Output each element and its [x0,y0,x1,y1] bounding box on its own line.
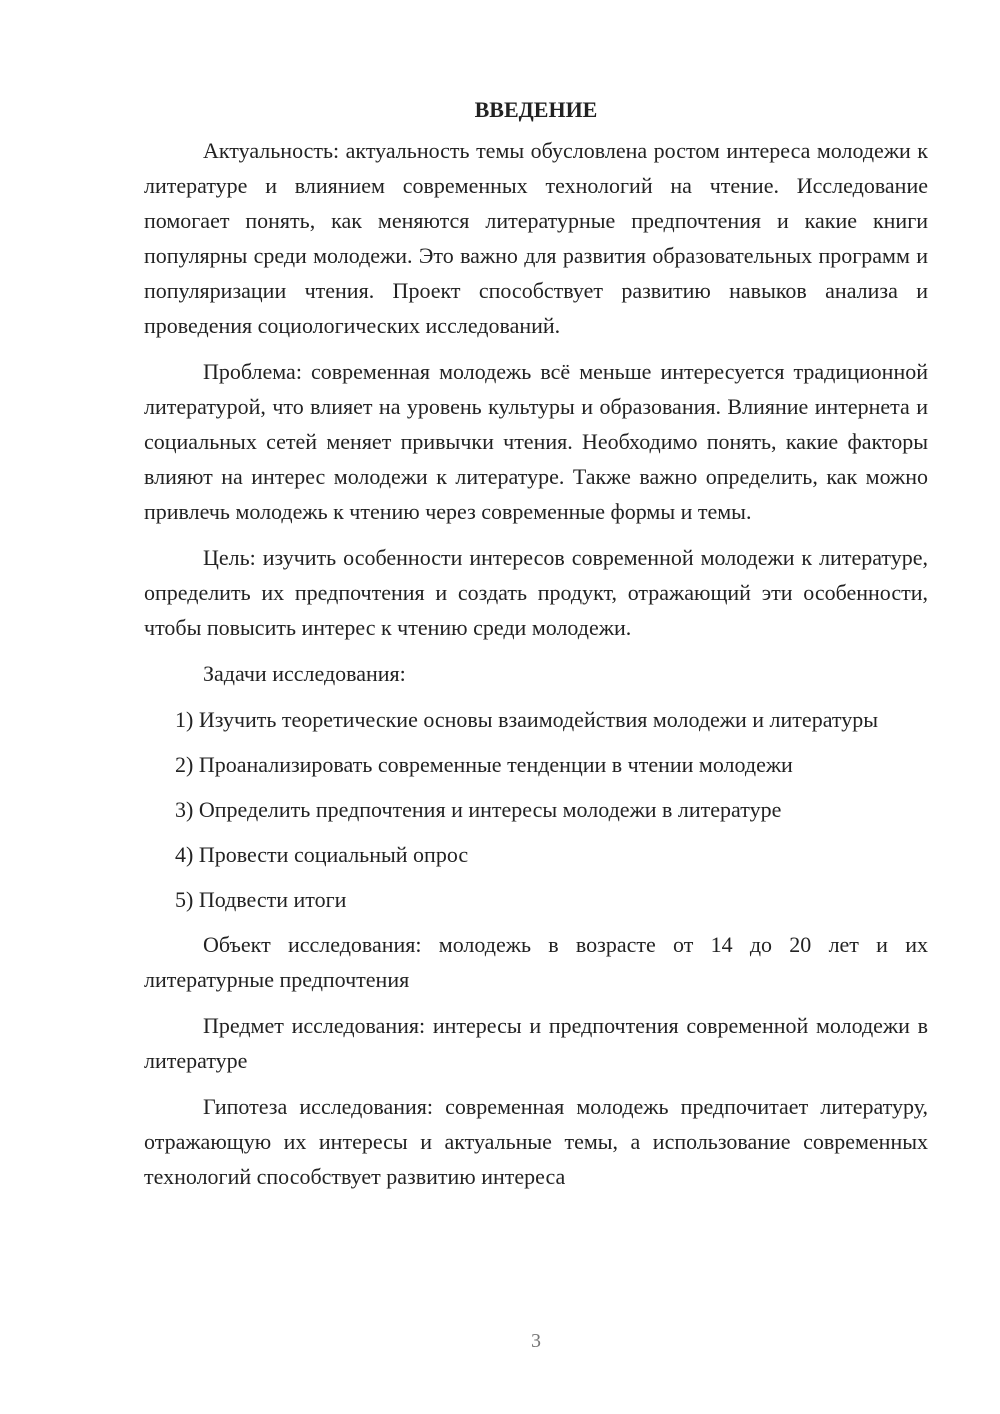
task-item-1: 1) Изучить теоретические основы взаимодействия молодежи и литературы [175,707,878,732]
task-item-4: 4) Провести социальный опрос [175,842,469,867]
page-number: 3 [531,1330,541,1352]
task-item-5: 5) Подвести итоги [175,887,347,912]
task-item-2: 2) Проанализировать современные тенденции в чтении молодежи [175,752,793,777]
page-title: ВВЕДЕНИЕ [474,97,598,122]
subject-paragraph: Предмет исследования: интересы и предпочтения современной молодежи в литературе [144,1013,928,1073]
object-paragraph: Объект исследования: молодежь в возрасте от 14 до 20 лет и их литературные предпочтения [144,932,928,992]
task-item-3: 3) Определить предпочтения и интересы молодежи в литературе [175,797,782,822]
goal-paragraph: Цель: изучить особенности интересов современной молодежи к литературе, определить их предпочтения и создать продукт, отражающий эти особенности, чтобы повысить интерес к чтению среди молодежи. [144,545,928,640]
document-page [144,92,928,1205]
problem-paragraph: Проблема: современная молодежь всё меньше интересуется традиционной литературой, что влияет на уровень культуры и образования. Влияние интернета и социальных сетей меняет привычки чтения. Необходимо понять, какие факторы влияют на интерес молодежи к литературе. Также важно определить, как можно привлечь молодежь к чтению через современные формы и темы. [144,359,928,524]
tasks-heading: Задачи исследования: [203,661,406,686]
relevance-paragraph: Актуальность: актуальность темы обусловлена ростом интереса молодежи к литературе и влиянием современных технологий на чтение. Исследование помогает понять, как меняются литературные предпочтения и какие книги популярны среди молодежи. Это важно для развития образовательных программ и популяризации чтения. Проект способствует развитию навыков анализа и проведения социологических исследований. [144,138,928,338]
hypothesis-paragraph: Гипотеза исследования: современная молодежь предпочитает литературу, отражающую их интересы и актуальные темы, а использование современных технологий способствует развитию интереса [144,1094,928,1189]
